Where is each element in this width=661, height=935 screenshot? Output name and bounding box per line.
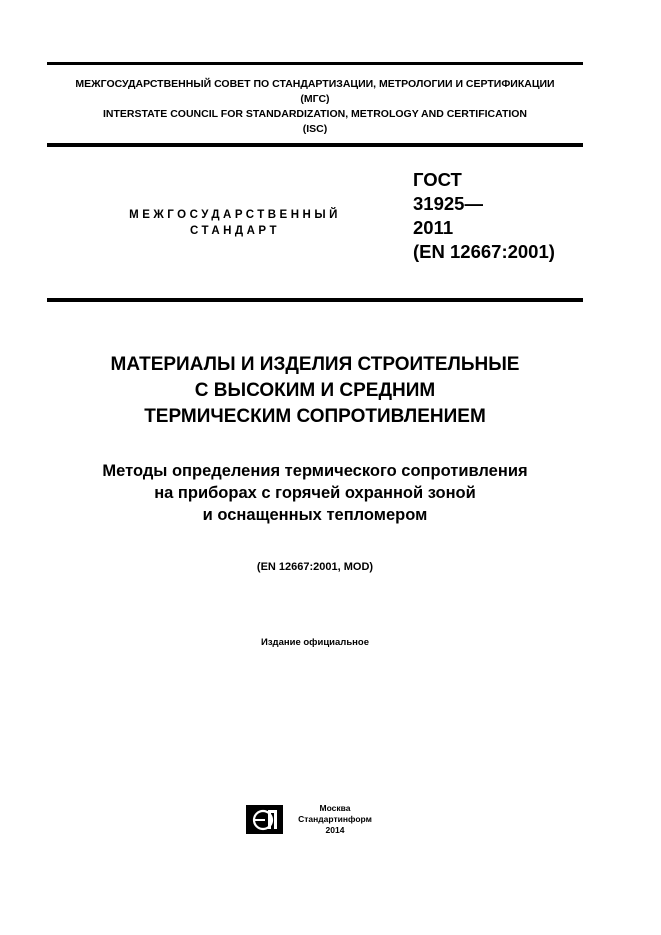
designation-number: 31925— [413,193,483,214]
title-line1: МАТЕРИАЛЫ И ИЗДЕЛИЯ СТРОИТЕЛЬНЫЕ [110,354,520,375]
designation-en: (EN 12667:2001) [413,241,555,262]
council-header [47,77,583,137]
council-name-en: INTERSTATE COUNCIL FOR STANDARDIZATION, METROLOGY AND CERTIFICATION [102,108,528,120]
edition-note: Издание официальное [261,637,369,648]
standard-designation [413,168,555,264]
title-line2: С ВЫСОКИМ И СРЕДНИМ [194,380,436,401]
subtitle-line2: на приборах с горячей охранной зоной [154,484,476,502]
document-subtitle [30,460,600,526]
council-abbr-en: (ISC) [302,123,328,135]
council-name-ru: МЕЖГОСУДАРСТВЕННЫЙ СОВЕТ ПО СТАНДАРТИЗАЦИИ, МЕТРОЛОГИИ И СЕРТИФИКАЦИИ [75,78,555,90]
standard-kind-line2: СТАНДАРТ [190,225,280,237]
subtitle-line3: и оснащенных тепломером [202,506,428,524]
publisher-name: Стандартинформ [298,814,372,824]
publisher-info [295,803,375,836]
publisher-year: 2014 [325,825,345,835]
designation-year: 2011 [413,217,454,238]
standartinform-logo-icon [246,805,283,834]
designation-rule [47,298,583,302]
publisher-city: Москва [319,803,351,813]
council-rule [47,143,583,147]
council-abbr-ru: (МГС) [300,93,330,105]
title-line3: ТЕРМИЧЕСКИМ СОПРОТИВЛЕНИЕМ [144,406,486,427]
top-rule [47,62,583,65]
standard-kind [100,207,370,239]
document-title [30,352,600,430]
standard-kind-line1: МЕЖГОСУДАРСТВЕННЫЙ [129,209,341,221]
subtitle-line1: Методы определения термического сопротивления [102,462,528,480]
modification-note: (EN 12667:2001, MOD) [256,561,374,573]
designation-gost: ГОСТ [413,169,462,190]
